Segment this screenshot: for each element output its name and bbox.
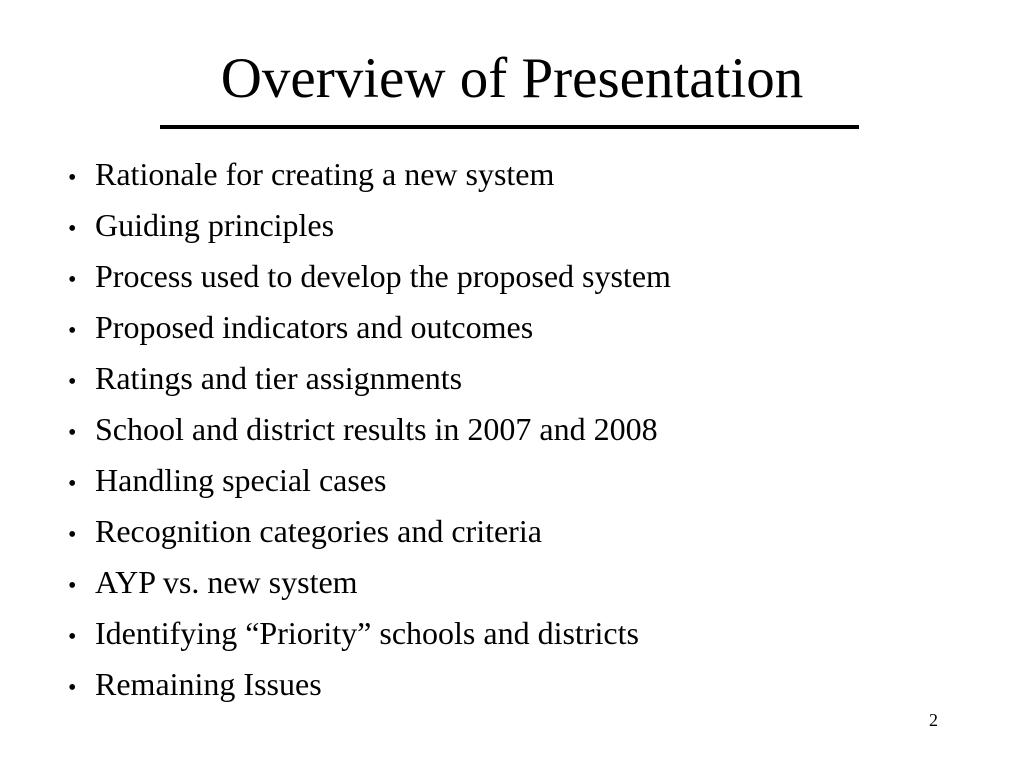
bullet-icon: •: [68, 216, 77, 242]
bullet-icon: •: [68, 573, 77, 599]
bullet-icon: •: [68, 318, 77, 344]
bullet-item-rationale: [68, 151, 671, 202]
bullet-icon: •: [68, 267, 77, 293]
bullet-item-special-cases: [68, 457, 671, 508]
bullet-text: Identifying “Priority” schools and districts: [95, 615, 639, 651]
bullet-text: Process used to develop the proposed system: [95, 258, 671, 294]
bullet-text: Recognition categories and criteria: [95, 513, 542, 549]
bullet-item-ratings: [68, 355, 671, 406]
bullet-text: Guiding principles: [95, 207, 335, 243]
title-underline: [160, 125, 859, 129]
bullet-icon: •: [68, 369, 77, 395]
bullet-text: Remaining Issues: [95, 666, 322, 702]
bullet-item-process: [68, 253, 671, 304]
bullet-icon: •: [68, 165, 77, 191]
bullet-list: [68, 151, 671, 712]
bullet-text: Proposed indicators and outcomes: [95, 309, 534, 345]
bullet-text: Handling special cases: [95, 462, 387, 498]
bullet-item-recognition: [68, 508, 671, 559]
bullet-icon: •: [68, 471, 77, 497]
bullet-icon: •: [68, 624, 77, 650]
slide-title: Overview of Presentation: [220, 47, 804, 110]
bullet-text: School and district results in 2007 and 2008: [95, 411, 658, 447]
bullet-icon: •: [68, 675, 77, 701]
bullet-text: Rationale for creating a new system: [95, 156, 555, 192]
bullet-text: Ratings and tier assignments: [95, 360, 463, 396]
bullet-item-indicators: [68, 304, 671, 355]
bullet-item-remaining-issues: [68, 661, 671, 712]
bullet-text: AYP vs. new system: [95, 564, 358, 600]
page-number: 2: [929, 710, 938, 730]
bullet-icon: •: [68, 420, 77, 446]
bullet-item-priority: [68, 610, 671, 661]
bullet-item-results: [68, 406, 671, 457]
bullet-item-ayp: [68, 559, 671, 610]
bullet-item-guiding-principles: [68, 202, 671, 253]
bullet-icon: •: [68, 522, 77, 548]
